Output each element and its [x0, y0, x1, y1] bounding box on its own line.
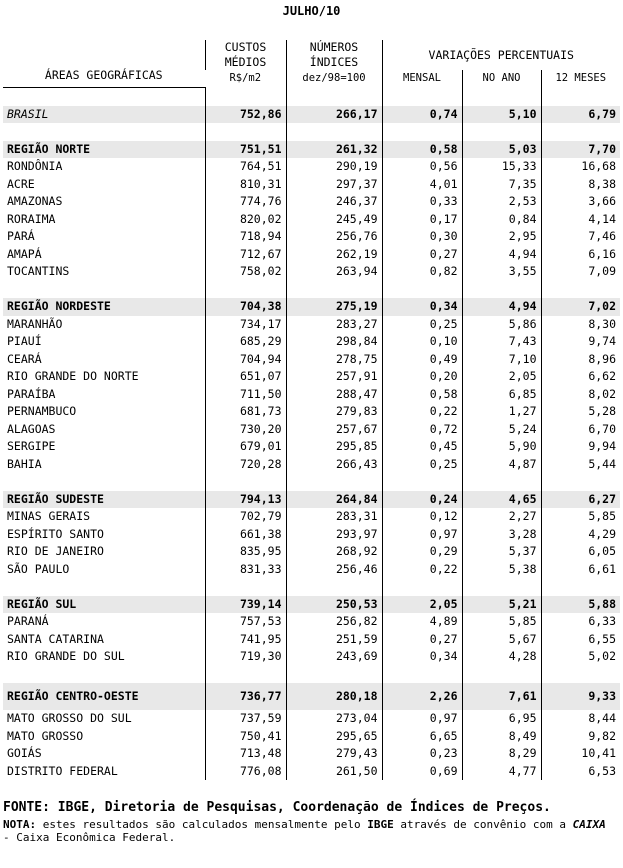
value-cell: 4,77: [462, 763, 541, 781]
value-cell: 741,95: [205, 631, 286, 649]
area-name: REGIÃO SUDESTE: [3, 491, 205, 509]
value-cell: 9,94: [541, 438, 620, 456]
value-cell: 283,27: [286, 316, 382, 334]
state-row: [3, 403, 620, 421]
state-row: [3, 710, 620, 728]
value-cell: 7,10: [462, 351, 541, 369]
value-cell: 2,05: [382, 596, 462, 614]
area-name: MINAS GERAIS: [7, 509, 91, 524]
value-cell: 250,53: [286, 596, 382, 614]
value-cell: 720,28: [205, 456, 286, 474]
value-cell: 6,16: [541, 246, 620, 264]
value-cell: 293,97: [286, 526, 382, 544]
value-cell: 737,59: [205, 710, 286, 728]
value-cell: 8,44: [541, 710, 620, 728]
value-cell: 0,72: [382, 421, 462, 439]
value-cell: 0,58: [382, 386, 462, 404]
value-cell: 0,12: [382, 508, 462, 526]
value-cell: 0,45: [382, 438, 462, 456]
area-name: DISTRITO FEDERAL: [7, 763, 118, 778]
value-cell: 4,29: [541, 526, 620, 544]
state-row: [3, 193, 620, 211]
value-cell: 5,02: [541, 648, 620, 666]
value-cell: 734,17: [205, 316, 286, 334]
area-name: RIO GRANDE DO NORTE: [7, 369, 139, 384]
value-cell: 1,27: [462, 403, 541, 421]
value-cell: 261,50: [286, 763, 382, 781]
value-cell: 736,77: [205, 683, 286, 710]
value-cell: 9,33: [541, 683, 620, 710]
state-row: [3, 246, 620, 264]
value-cell: 279,43: [286, 745, 382, 763]
value-cell: 8,38: [541, 176, 620, 194]
value-cell: 3,55: [462, 263, 541, 281]
value-cell: 835,95: [205, 543, 286, 561]
value-cell: 5,85: [462, 613, 541, 631]
value-cell: 288,47: [286, 386, 382, 404]
value-cell: 2,26: [382, 683, 462, 710]
value-cell: 712,67: [205, 246, 286, 264]
value-cell: 4,94: [462, 298, 541, 316]
value-cell: 0,49: [382, 351, 462, 369]
value-cell: 6,61: [541, 561, 620, 579]
value-cell: 764,51: [205, 158, 286, 176]
state-row: [3, 263, 620, 281]
value-cell: 295,65: [286, 728, 382, 746]
value-cell: 6,95: [462, 710, 541, 728]
value-cell: 8,29: [462, 745, 541, 763]
value-cell: 251,59: [286, 631, 382, 649]
value-cell: 256,46: [286, 561, 382, 579]
header-no-ano: NO ANO: [462, 70, 541, 88]
nota-text: NOTA: estes resultados são calculados mensalmente pelo IBGE através de convênio com a CAIXA - Caixa Econômica Federal.: [3, 818, 606, 844]
state-row: [3, 316, 620, 334]
value-cell: 268,92: [286, 543, 382, 561]
value-cell: 711,50: [205, 386, 286, 404]
value-cell: 0,82: [382, 263, 462, 281]
area-name: MATO GROSSO DO SUL: [7, 711, 132, 726]
value-cell: 0,10: [382, 333, 462, 351]
state-row: [3, 745, 620, 763]
footer: [3, 800, 618, 844]
value-cell: 0,17: [382, 211, 462, 229]
area-name: SERGIPE: [7, 439, 56, 454]
value-cell: 4,87: [462, 456, 541, 474]
value-cell: 7,46: [541, 228, 620, 246]
header-row: [3, 40, 620, 70]
value-cell: 243,69: [286, 648, 382, 666]
value-cell: 6,65: [382, 728, 462, 746]
value-cell: 718,94: [205, 228, 286, 246]
area-name: PARÁ: [7, 229, 35, 244]
area-name: REGIÃO NORTE: [3, 141, 205, 159]
value-cell: 256,82: [286, 613, 382, 631]
value-cell: 0,20: [382, 368, 462, 386]
area-name: TOCANTINS: [7, 264, 70, 279]
value-cell: 262,19: [286, 246, 382, 264]
value-cell: 5,38: [462, 561, 541, 579]
value-cell: 2,95: [462, 228, 541, 246]
state-row: [3, 158, 620, 176]
brasil-no-ano: 5,10: [462, 106, 541, 124]
value-cell: 6,53: [541, 763, 620, 781]
value-cell: 0,25: [382, 316, 462, 334]
value-cell: 702,79: [205, 508, 286, 526]
value-cell: 5,90: [462, 438, 541, 456]
value-cell: 651,07: [205, 368, 286, 386]
value-cell: 5,03: [462, 141, 541, 159]
value-cell: 264,84: [286, 491, 382, 509]
unit-numeros: dez/98=100: [286, 70, 382, 88]
value-cell: 739,14: [205, 596, 286, 614]
value-cell: 0,30: [382, 228, 462, 246]
area-name: SANTA CATARINA: [7, 631, 104, 646]
value-cell: 719,30: [205, 648, 286, 666]
value-cell: 295,85: [286, 438, 382, 456]
area-name: MARANHÃO: [7, 316, 63, 331]
value-cell: 263,94: [286, 263, 382, 281]
value-cell: 6,70: [541, 421, 620, 439]
value-cell: 0,97: [382, 526, 462, 544]
value-cell: 810,31: [205, 176, 286, 194]
region-row: [3, 683, 620, 710]
value-cell: 283,31: [286, 508, 382, 526]
value-cell: 5,86: [462, 316, 541, 334]
value-cell: 5,67: [462, 631, 541, 649]
brasil-12-meses: 6,79: [541, 106, 620, 124]
value-cell: 820,02: [205, 211, 286, 229]
value-cell: 7,61: [462, 683, 541, 710]
value-cell: 246,37: [286, 193, 382, 211]
value-cell: 0,29: [382, 543, 462, 561]
state-row: [3, 438, 620, 456]
state-row: [3, 561, 620, 579]
value-cell: 758,02: [205, 263, 286, 281]
state-row: [3, 386, 620, 404]
state-row: [3, 728, 620, 746]
area-name: REGIÃO CENTRO-OESTE: [3, 683, 205, 710]
state-row: [3, 176, 620, 194]
state-row: [3, 543, 620, 561]
spacer-row: [3, 578, 620, 596]
area-name: REGIÃO NORDESTE: [3, 298, 205, 316]
unit-custos: R$/m2: [229, 72, 262, 85]
value-cell: 5,85: [541, 508, 620, 526]
value-cell: 774,76: [205, 193, 286, 211]
value-cell: 4,14: [541, 211, 620, 229]
value-cell: 679,01: [205, 438, 286, 456]
state-row: [3, 368, 620, 386]
state-row: [3, 763, 620, 781]
value-cell: 661,38: [205, 526, 286, 544]
region-row: [3, 491, 620, 509]
value-cell: 0,24: [382, 491, 462, 509]
state-row: [3, 456, 620, 474]
value-cell: 713,48: [205, 745, 286, 763]
area-name: RONDÔNIA: [7, 159, 63, 174]
value-cell: 704,38: [205, 298, 286, 316]
spacer-row: [3, 281, 620, 299]
area-name: PERNAMBUCO: [7, 404, 77, 419]
value-cell: 685,29: [205, 333, 286, 351]
value-cell: 2,53: [462, 193, 541, 211]
header-mensal: MENSAL: [382, 70, 462, 88]
value-cell: 0,22: [382, 561, 462, 579]
state-row: [3, 631, 620, 649]
region-row: [3, 596, 620, 614]
value-cell: 257,91: [286, 368, 382, 386]
state-row: [3, 351, 620, 369]
value-cell: 0,97: [382, 710, 462, 728]
area-name: PIAUÍ: [7, 334, 42, 349]
value-cell: 5,28: [541, 403, 620, 421]
value-cell: 275,19: [286, 298, 382, 316]
area-name: PARAÍBA: [7, 386, 56, 401]
value-cell: 5,88: [541, 596, 620, 614]
value-cell: 6,33: [541, 613, 620, 631]
value-cell: 6,62: [541, 368, 620, 386]
brasil-row: [3, 106, 620, 124]
value-cell: 9,82: [541, 728, 620, 746]
value-cell: 681,73: [205, 403, 286, 421]
brasil-custos: 752,86: [205, 106, 286, 124]
brasil-name: BRASIL: [3, 106, 205, 124]
value-cell: 0,23: [382, 745, 462, 763]
state-row: [3, 648, 620, 666]
value-cell: 16,68: [541, 158, 620, 176]
value-cell: 3,66: [541, 193, 620, 211]
area-name: BAHIA: [7, 456, 42, 471]
value-cell: 10,41: [541, 745, 620, 763]
state-row: [3, 613, 620, 631]
value-cell: 0,58: [382, 141, 462, 159]
value-cell: 256,76: [286, 228, 382, 246]
spacer-row: [3, 473, 620, 491]
region-row: [3, 298, 620, 316]
value-cell: 8,02: [541, 386, 620, 404]
value-cell: 6,55: [541, 631, 620, 649]
area-name: MATO GROSSO: [7, 728, 84, 743]
value-cell: 278,75: [286, 351, 382, 369]
fonte-text: FONTE: IBGE, Diretoria de Pesquisas, Coordenação de Índices de Preços.: [3, 800, 551, 815]
value-cell: 0,69: [382, 763, 462, 781]
value-cell: 7,35: [462, 176, 541, 194]
value-cell: 5,21: [462, 596, 541, 614]
value-cell: 8,96: [541, 351, 620, 369]
area-name: AMAPÁ: [7, 246, 42, 261]
value-cell: 290,19: [286, 158, 382, 176]
value-cell: 280,18: [286, 683, 382, 710]
header-12-meses: 12 MESES: [541, 70, 620, 88]
page-title: JULHO/10: [282, 4, 341, 18]
value-cell: 7,02: [541, 298, 620, 316]
area-name: PARANÁ: [7, 614, 49, 629]
area-name: SÃO PAULO: [7, 561, 70, 576]
value-cell: 6,05: [541, 543, 620, 561]
value-cell: 15,33: [462, 158, 541, 176]
value-cell: 704,94: [205, 351, 286, 369]
spacer-row: [3, 123, 620, 141]
brasil-mensal: 0,74: [382, 106, 462, 124]
value-cell: 4,94: [462, 246, 541, 264]
value-cell: 4,01: [382, 176, 462, 194]
cost-index-table: [3, 40, 620, 780]
gap-row: [3, 88, 620, 106]
value-cell: 5,44: [541, 456, 620, 474]
value-cell: 2,27: [462, 508, 541, 526]
value-cell: 0,84: [462, 211, 541, 229]
value-cell: 757,53: [205, 613, 286, 631]
value-cell: 297,37: [286, 176, 382, 194]
area-name: GOIÁS: [7, 746, 42, 761]
value-cell: 794,13: [205, 491, 286, 509]
value-cell: 4,28: [462, 648, 541, 666]
value-cell: 4,89: [382, 613, 462, 631]
value-cell: 261,32: [286, 141, 382, 159]
value-cell: 0,34: [382, 298, 462, 316]
header-numeros: NÚMEROS ÍNDICES: [286, 40, 382, 70]
value-cell: 7,09: [541, 263, 620, 281]
value-cell: 0,25: [382, 456, 462, 474]
value-cell: 0,22: [382, 403, 462, 421]
header-variacoes: VARIAÇÕES PERCENTUAIS: [382, 40, 620, 70]
state-row: [3, 421, 620, 439]
value-cell: 298,84: [286, 333, 382, 351]
value-cell: 2,05: [462, 368, 541, 386]
area-name: RORAIMA: [7, 211, 56, 226]
value-cell: 0,27: [382, 246, 462, 264]
value-cell: 6,85: [462, 386, 541, 404]
value-cell: 0,56: [382, 158, 462, 176]
area-name: RIO DE JANEIRO: [7, 544, 104, 559]
value-cell: 776,08: [205, 763, 286, 781]
area-name: AMAZONAS: [7, 194, 63, 209]
area-name: RIO GRANDE DO SUL: [7, 649, 125, 664]
value-cell: 6,27: [541, 491, 620, 509]
value-cell: 751,51: [205, 141, 286, 159]
value-cell: 9,74: [541, 333, 620, 351]
value-cell: 7,70: [541, 141, 620, 159]
value-cell: 750,41: [205, 728, 286, 746]
state-row: [3, 228, 620, 246]
state-row: [3, 526, 620, 544]
value-cell: 3,28: [462, 526, 541, 544]
header-custos: CUSTOS MÉDIOS: [205, 40, 286, 70]
value-cell: 5,24: [462, 421, 541, 439]
value-cell: 0,27: [382, 631, 462, 649]
area-name: ESPÍRITO SANTO: [7, 526, 104, 541]
value-cell: 8,30: [541, 316, 620, 334]
value-cell: 7,43: [462, 333, 541, 351]
brasil-numeros: 266,17: [286, 106, 382, 124]
value-cell: 8,49: [462, 728, 541, 746]
area-name: REGIÃO SUL: [3, 596, 205, 614]
area-name: CEARÁ: [7, 351, 42, 366]
header-areas: ÁREAS GEOGRÁFICAS: [3, 40, 205, 88]
value-cell: 0,34: [382, 648, 462, 666]
value-cell: 0,33: [382, 193, 462, 211]
value-cell: 257,67: [286, 421, 382, 439]
value-cell: 831,33: [205, 561, 286, 579]
value-cell: 4,65: [462, 491, 541, 509]
state-row: [3, 508, 620, 526]
value-cell: 273,04: [286, 710, 382, 728]
spacer-row: [3, 666, 620, 684]
value-cell: 245,49: [286, 211, 382, 229]
state-row: [3, 211, 620, 229]
area-name: ACRE: [7, 176, 35, 191]
area-name: ALAGOAS: [7, 421, 56, 436]
value-cell: 266,43: [286, 456, 382, 474]
value-cell: 5,37: [462, 543, 541, 561]
region-row: [3, 141, 620, 159]
state-row: [3, 333, 620, 351]
value-cell: 279,83: [286, 403, 382, 421]
value-cell: 730,20: [205, 421, 286, 439]
